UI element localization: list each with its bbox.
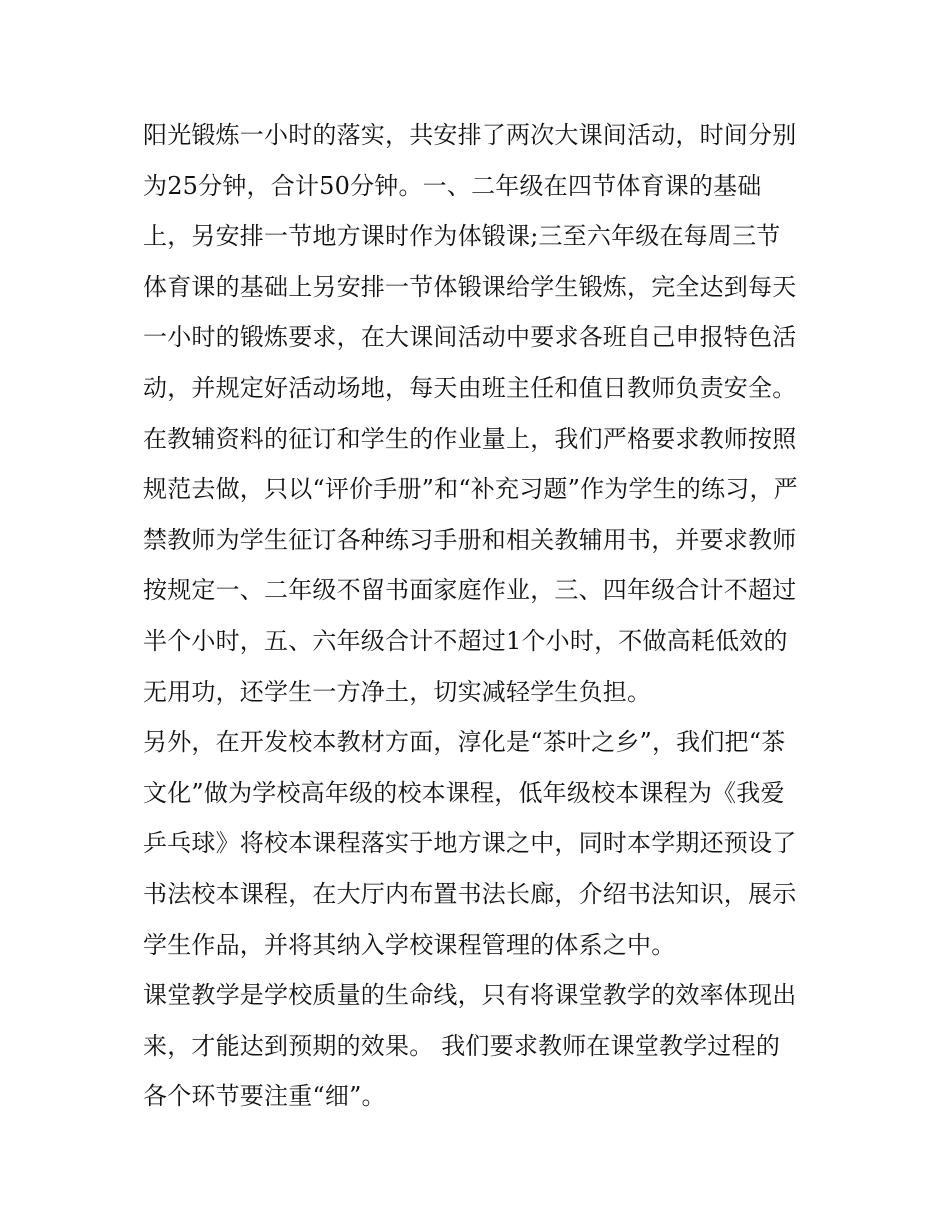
body-text xyxy=(143,110,823,1122)
text-line: 乒乓球》将校本课程落实于地方课之中，同时本学期还预设了 xyxy=(143,829,797,858)
text-line: 学生作品，并将其纳入学校课程管理的体系之中。 xyxy=(143,930,676,959)
text-line: 按规定一、二年级不留书面家庭作业，三、四年级合计不超过 xyxy=(143,576,797,605)
text-line: 另外，在开发校本教材方面，淳化是“茶叶之乡”，我们把“茶 xyxy=(143,728,786,757)
text-line: 为25分钟，合计50分钟。一、二年级在四节体育课的基础 xyxy=(143,171,762,200)
text-line: 课堂教学是学校质量的生命线，只有将课堂教学的效率体现出 xyxy=(143,981,797,1010)
text-line: 禁教师为学生征订各种练习手册和相关教辅用书，并要求教师 xyxy=(143,525,797,554)
text-line: 文化”做为学校高年级的校本课程，低年级校本课程为《我爱 xyxy=(143,778,785,807)
text-line: 书法校本课程，在大厅内布置书法长廊，介绍书法知识，展示 xyxy=(143,879,797,908)
text-line: 阳光锻炼一小时的落实，共安排了两次大课间活动，时间分别 xyxy=(143,121,797,149)
text-line: 在教辅资料的征订和学生的作业量上，我们严格要求教师按照 xyxy=(143,424,797,453)
text-line: 体育课的基础上另安排一节体锻课给学生锻炼，完全达到每天 xyxy=(143,272,797,301)
text-line: 半个小时，五、六年级合计不超过1个小时，不做高耗低效的 xyxy=(143,626,788,655)
text-line: 上，另安排一节地方课时作为体锻课;三至六年级在每周三节 xyxy=(143,222,781,251)
text-line: 规范去做，只以“评价手册”和“补充习题”作为学生的练习，严 xyxy=(143,475,798,504)
text-line: 各个环节要注重“细”。 xyxy=(143,1082,386,1111)
text-line: 无用功，还学生一方净土，切实减轻学生负担。 xyxy=(143,677,652,706)
text-line: 一小时的锻炼要求，在大课间活动中要求各班自己申报特色活 xyxy=(143,323,797,352)
text-line: 动，并规定好活动场地，每天由班主任和值日教师负责安全。 xyxy=(143,373,797,402)
text-line: 来，才能达到预期的效果。 我们要求教师在课堂教学过程的 xyxy=(143,1031,781,1060)
